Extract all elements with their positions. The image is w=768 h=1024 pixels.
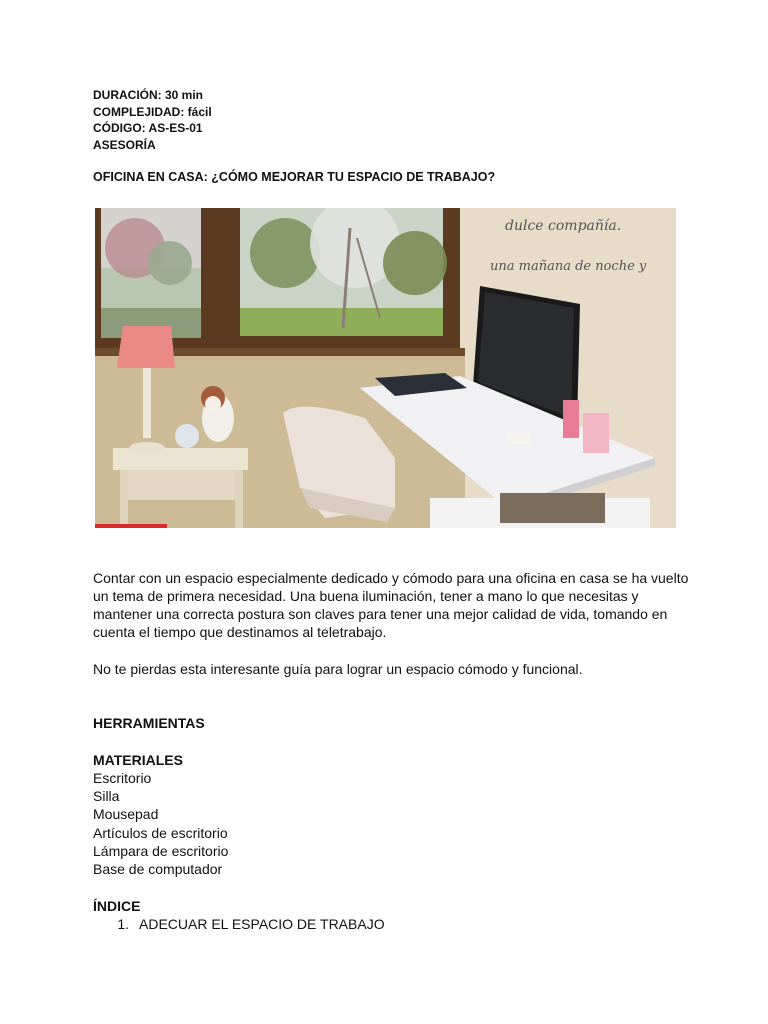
complexity-label: COMPLEJIDAD: fácil [93,104,212,119]
intro-paragraph: Contar con un espacio especialmente dedicado y cómodo para una oficina en casa se ha vuelto un tema de primera necesidad. Una buena iluminación, tener a mano lo que necesitas y mantener una correcta postura son claves para tener una mejor calidad de vida, tomando en cuenta el tiempo que destinamos al teletrabajo. [93,570,689,640]
materials-heading: MATERIALES [93,752,183,768]
list-item: Silla [93,788,120,805]
index-list [93,915,385,933]
index-item[interactable] [93,915,385,933]
home-office-photo [95,208,676,528]
document-title: OFICINA EN CASA: ¿CÓMO MEJORAR TU ESPACIO DE TRABAJO? [93,170,496,184]
list-item: Mousepad [93,806,159,823]
list-item: Escritorio [93,770,152,786]
document-meta [93,87,212,153]
tools-heading: HERRAMIENTAS [93,715,205,731]
index-number: 1. [117,916,129,932]
index-heading: ÍNDICE [93,898,141,914]
index-item-label: ADECUAR EL ESPACIO DE TRABAJO [139,916,385,932]
wall-text-1: dulce compañía. [505,218,622,234]
duration-label: DURACIÓN: 30 min [93,88,204,102]
list-item: Artículos de escritorio [93,824,228,841]
list-item: Base de computador [93,861,223,878]
code-label: CÓDIGO: AS-ES-01 [93,121,203,135]
wall-text-2: una mañana de noche y [490,259,647,274]
guide-paragraph: No te pierdas esta interesante guía para lograr un espacio cómodo y funcional. [93,661,583,677]
list-item: Lámpara de escritorio [93,842,229,859]
category-label: ASESORÍA [93,137,156,152]
materials-list [93,769,228,878]
